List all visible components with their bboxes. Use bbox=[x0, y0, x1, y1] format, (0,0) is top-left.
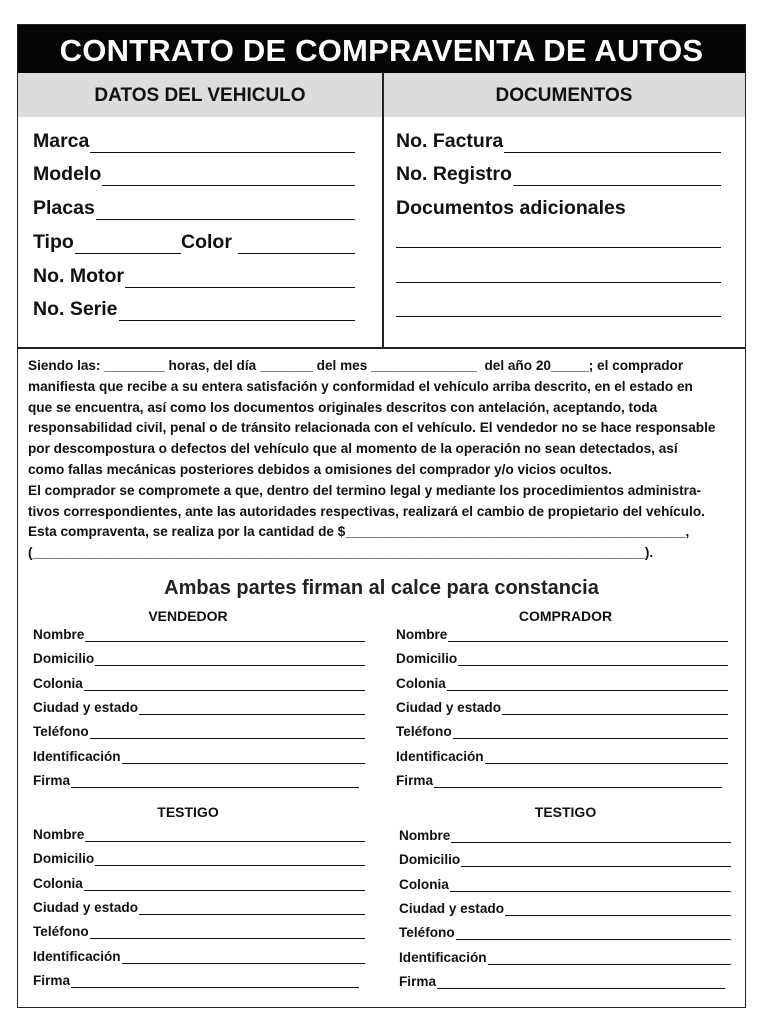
motor-label: No. Motor bbox=[33, 265, 124, 287]
signature-field-label: Firma bbox=[399, 973, 437, 989]
signature-field-label: Firma bbox=[33, 972, 71, 988]
placas-label: Placas bbox=[33, 197, 95, 219]
marca-field[interactable] bbox=[33, 129, 355, 153]
signature-field-label: Colonia bbox=[396, 675, 446, 691]
vendedor-firma-field[interactable] bbox=[33, 770, 359, 788]
signature-field-line[interactable] bbox=[447, 676, 728, 691]
testigo-right-domicilio-field[interactable] bbox=[399, 849, 731, 867]
signature-field-label: Teléfono bbox=[399, 925, 455, 941]
signature-field-line[interactable] bbox=[122, 749, 365, 764]
signature-field-label: Nombre bbox=[396, 627, 448, 642]
signature-field-line[interactable] bbox=[85, 627, 365, 642]
signature-field-label: Domicilio bbox=[396, 651, 458, 667]
testigo-left-ciudad-y-estado-field[interactable] bbox=[33, 897, 365, 915]
comprador-identificaci-n-field[interactable] bbox=[396, 746, 728, 764]
signature-field-label: Identificación bbox=[396, 748, 484, 764]
comprador-firma-field[interactable] bbox=[396, 770, 722, 788]
tipo-label: Tipo bbox=[33, 231, 74, 253]
vendedor-nombre-field[interactable] bbox=[33, 624, 365, 642]
signature-field-line[interactable] bbox=[485, 749, 728, 764]
body-line: manifiesta que recibe a su entera satisfación y conformidad el vehículo arriba descrito, en el estado en bbox=[28, 378, 693, 394]
signature-field-line[interactable] bbox=[451, 828, 731, 843]
color-label: Color bbox=[181, 231, 232, 253]
comprador-tel-fono-field[interactable] bbox=[396, 721, 728, 739]
color-field[interactable] bbox=[181, 230, 355, 254]
placas-line[interactable] bbox=[96, 200, 355, 220]
motor-line[interactable] bbox=[125, 268, 355, 288]
signature-field-label: Identificación bbox=[33, 948, 121, 964]
comprador-ciudad-y-estado-field[interactable] bbox=[396, 697, 728, 715]
documents-heading: DOCUMENTOS bbox=[383, 73, 745, 117]
tipo-line[interactable] bbox=[75, 234, 181, 254]
marca-label: Marca bbox=[33, 130, 90, 152]
body-line: por descompostura o defectos del vehículo que al momento de la operación no sean detectados, así bbox=[28, 441, 678, 457]
body-line: tivos correspondientes, ante las autoridades respectivas, realizará el cambio de propietario del vehículo. bbox=[28, 503, 705, 519]
signature-field-label: Ciudad y estado bbox=[33, 699, 138, 715]
registro-field[interactable] bbox=[396, 162, 721, 186]
additional-docs-label: Documentos adicionales bbox=[396, 197, 626, 219]
contract-title: CONTRATO DE COMPRAVENTA DE AUTOS bbox=[18, 25, 745, 73]
column-divider bbox=[382, 73, 384, 348]
signature-field-line[interactable] bbox=[122, 949, 365, 964]
signature-field-label: Ciudad y estado bbox=[33, 899, 138, 915]
signature-field-label: Identificación bbox=[399, 949, 487, 965]
comprador-heading: COMPRADOR bbox=[518, 608, 613, 624]
vendedor-colonia-field[interactable] bbox=[33, 673, 365, 691]
marca-line[interactable] bbox=[90, 133, 355, 153]
signature-field-label: Nombre bbox=[33, 827, 85, 842]
body-line: (_________________________________________________________________________________). bbox=[28, 545, 654, 561]
signature-field-line[interactable] bbox=[85, 827, 365, 842]
signature-field-label: Teléfono bbox=[396, 724, 452, 740]
testigo-left-nombre-field[interactable] bbox=[33, 824, 365, 842]
modelo-label: Modelo bbox=[33, 163, 102, 185]
signature-field-label: Identificación bbox=[33, 748, 121, 764]
color-line[interactable] bbox=[238, 234, 355, 254]
testigo-left-heading: TESTIGO bbox=[157, 804, 219, 820]
contract-form bbox=[17, 24, 746, 1008]
testigo-right-identificaci-n-field[interactable] bbox=[399, 947, 731, 965]
signature-field-line[interactable] bbox=[90, 724, 365, 739]
testigo-left-domicilio-field[interactable] bbox=[33, 848, 365, 866]
comprador-nombre-field[interactable] bbox=[396, 624, 728, 642]
signature-field-label: Colonia bbox=[33, 875, 83, 891]
signature-field-line[interactable] bbox=[95, 651, 365, 666]
factura-line[interactable] bbox=[504, 133, 721, 153]
signature-field-label: Teléfono bbox=[33, 724, 89, 740]
vendedor-domicilio-field[interactable] bbox=[33, 648, 365, 666]
signature-field-line[interactable] bbox=[488, 950, 731, 965]
signature-field-label: Nombre bbox=[399, 828, 451, 843]
vendedor-identificaci-n-field[interactable] bbox=[33, 746, 365, 764]
signature-field-label: Colonia bbox=[399, 876, 449, 892]
signature-field-line[interactable] bbox=[84, 676, 365, 691]
signature-field-line[interactable] bbox=[453, 724, 728, 739]
signature-field-line[interactable] bbox=[458, 651, 728, 666]
testigo-right-heading: TESTIGO bbox=[534, 804, 597, 820]
section-divider bbox=[18, 347, 745, 349]
vehicle-data-heading: DATOS DEL VEHICULO bbox=[18, 73, 382, 117]
signature-field-label: Ciudad y estado bbox=[399, 900, 504, 916]
body-line: como fallas mecánicas posteriores debidos a omisiones del comprador y/o vicios ocultos. bbox=[28, 461, 612, 477]
testigo-left-identificaci-n-field[interactable] bbox=[33, 946, 365, 964]
comprador-domicilio-field[interactable] bbox=[396, 648, 728, 666]
testigo-right-firma-field[interactable] bbox=[399, 971, 725, 989]
signature-field-line[interactable] bbox=[456, 925, 731, 940]
signature-field-line[interactable] bbox=[448, 627, 728, 642]
testigo-right-nombre-field[interactable] bbox=[399, 825, 731, 843]
signature-field-line[interactable] bbox=[461, 852, 731, 867]
testigo-left-colonia-field[interactable] bbox=[33, 873, 365, 891]
tipo-field[interactable] bbox=[33, 230, 181, 254]
placas-field[interactable] bbox=[33, 196, 355, 220]
motor-field[interactable] bbox=[33, 264, 355, 288]
factura-field[interactable] bbox=[396, 129, 721, 153]
signature-field-label: Firma bbox=[33, 772, 71, 788]
signature-field-label: Domicilio bbox=[33, 651, 95, 667]
signature-field-label: Domicilio bbox=[399, 852, 461, 868]
signatures-heading: Ambas partes firman al calce para constancia bbox=[164, 577, 599, 599]
signature-field-line[interactable] bbox=[71, 973, 359, 988]
body-line: El comprador se compromete a que, dentro del termino legal y mediante los procedimientos administra- bbox=[28, 482, 702, 498]
body-line: Esta compraventa, se realiza por la cantidad de $_____________________________________________, bbox=[28, 524, 690, 540]
signature-field-label: Teléfono bbox=[33, 924, 89, 940]
signature-field-label: Domicilio bbox=[33, 851, 95, 867]
signature-field-line[interactable] bbox=[502, 700, 728, 715]
signature-field-label: Ciudad y estado bbox=[396, 699, 501, 715]
contract-body bbox=[28, 356, 740, 564]
signature-field-line[interactable] bbox=[95, 851, 365, 866]
signature-field-line[interactable] bbox=[84, 876, 365, 891]
registro-label: No. Registro bbox=[396, 163, 512, 185]
testigo-right-colonia-field[interactable] bbox=[399, 874, 731, 892]
vendedor-ciudad-y-estado-field[interactable] bbox=[33, 697, 365, 715]
signature-field-line[interactable] bbox=[139, 900, 365, 915]
signature-field-line[interactable] bbox=[90, 924, 365, 939]
signature-field-line[interactable] bbox=[505, 901, 731, 916]
signature-field-line[interactable] bbox=[71, 773, 359, 788]
additional-docs-line-1[interactable] bbox=[396, 247, 721, 248]
serie-line[interactable] bbox=[119, 301, 355, 321]
registro-line[interactable] bbox=[513, 166, 721, 186]
signature-field-line[interactable] bbox=[139, 700, 365, 715]
comprador-colonia-field[interactable] bbox=[396, 673, 728, 691]
vendedor-tel-fono-field[interactable] bbox=[33, 721, 365, 739]
testigo-right-tel-fono-field[interactable] bbox=[399, 922, 731, 940]
testigo-left-firma-field[interactable] bbox=[33, 970, 359, 988]
body-line: responsabilidad civil, penal o de tránsito relacionada con el vehículo. El vendedor no se hace responsable bbox=[28, 420, 716, 436]
signature-field-label: Nombre bbox=[33, 627, 85, 642]
signature-field-label: Colonia bbox=[33, 675, 83, 691]
signature-field-label: Firma bbox=[396, 772, 434, 788]
signature-field-line[interactable] bbox=[434, 773, 722, 788]
serie-label: No. Serie bbox=[33, 298, 118, 320]
body-line: Siendo las: ________ horas, del día _______ del mes ______________ del año 20_____; el comprador bbox=[28, 358, 684, 373]
modelo-line[interactable] bbox=[102, 166, 355, 186]
additional-docs-label-row bbox=[396, 196, 721, 220]
testigo-right-ciudad-y-estado-field[interactable] bbox=[399, 898, 731, 916]
serie-field[interactable] bbox=[33, 297, 355, 321]
additional-docs-line-2[interactable] bbox=[396, 282, 721, 283]
modelo-field[interactable] bbox=[33, 162, 355, 186]
additional-docs-line-3[interactable] bbox=[396, 316, 721, 317]
factura-label: No. Factura bbox=[396, 130, 504, 152]
vendedor-heading: VENDEDOR bbox=[148, 608, 228, 624]
body-line: que se encuentra, así como los documentos originales descritos con antelación, aceptando, toda bbox=[28, 399, 658, 415]
testigo-left-tel-fono-field[interactable] bbox=[33, 921, 365, 939]
signature-field-line[interactable] bbox=[450, 877, 731, 892]
signature-field-line[interactable] bbox=[437, 974, 725, 989]
